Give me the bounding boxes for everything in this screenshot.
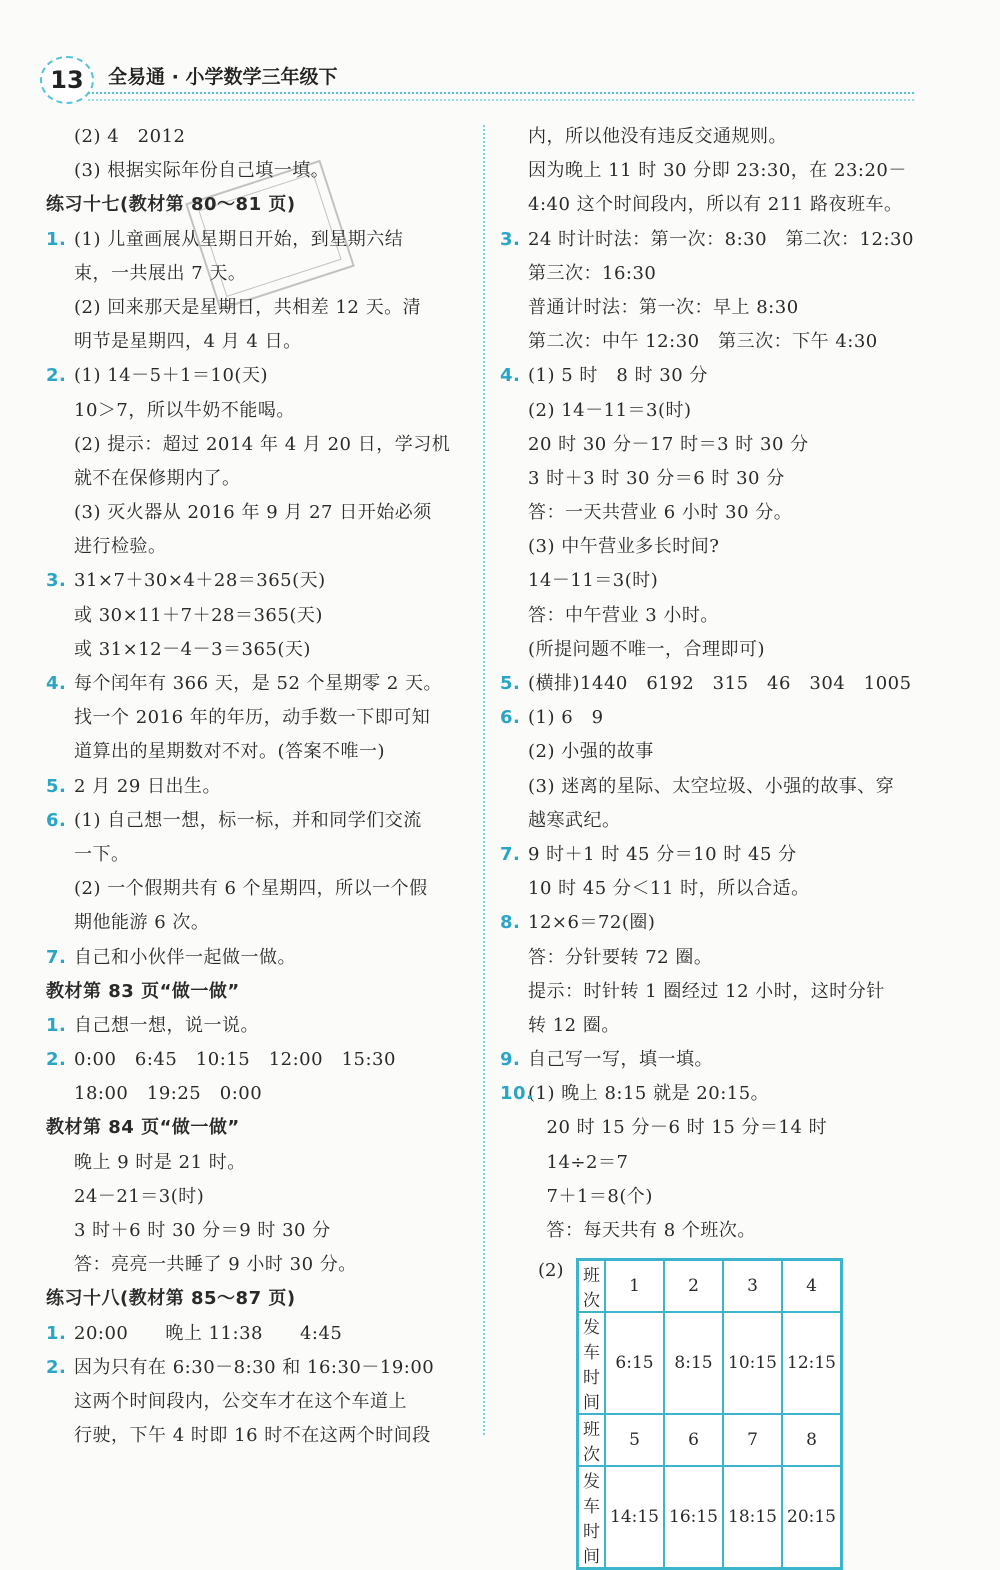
answer-line bbox=[500, 1214, 920, 1248]
answer-line bbox=[46, 667, 466, 701]
table-cell: 10:15 bbox=[723, 1312, 782, 1414]
line-text: 0:00 6:45 10:15 12:00 15:30 bbox=[74, 1049, 396, 1071]
question-number: 7. bbox=[500, 843, 521, 865]
line-text: 答：亮亮一共睡了 9 小时 30 分。 bbox=[74, 1254, 357, 1276]
question-number: 2. bbox=[46, 365, 67, 387]
answer-line bbox=[500, 838, 920, 872]
table-cell: 3 bbox=[723, 1260, 782, 1313]
line-text: 7＋1＝8(个) bbox=[528, 1185, 653, 1207]
question-number: 6. bbox=[500, 707, 521, 729]
answer-line bbox=[46, 1077, 466, 1111]
table-cell: 6 bbox=[664, 1414, 723, 1466]
answer-line bbox=[46, 223, 466, 257]
answer-line bbox=[46, 428, 466, 462]
answer-line bbox=[500, 325, 920, 359]
answer-line bbox=[500, 530, 920, 564]
question-number: 4. bbox=[46, 673, 67, 694]
question-number: 10. bbox=[500, 1083, 534, 1105]
line-text: 24 时计时法：第一次：8:30 第二次：12:30 bbox=[528, 228, 914, 250]
table-cell: 4 bbox=[782, 1260, 842, 1313]
answer-line bbox=[46, 838, 466, 872]
answer-line bbox=[500, 770, 920, 804]
answer-line bbox=[46, 633, 466, 667]
line-text: (所提问题不唯一，合理即可) bbox=[528, 638, 766, 660]
line-text: 因为晚上 11 时 30 分即 23:30，在 23:20－ bbox=[528, 160, 907, 182]
answer-line bbox=[500, 154, 920, 188]
answer-line bbox=[46, 1385, 466, 1419]
answer-line bbox=[46, 564, 466, 598]
answer-line bbox=[500, 564, 920, 598]
line-text: 找一个 2016 年的年历，动手数一下即可知 bbox=[74, 707, 431, 729]
line-text: (2) 4 2012 bbox=[74, 126, 186, 147]
line-text: 这两个时间段内，公交车才在这个车道上 bbox=[74, 1390, 407, 1412]
answer-line bbox=[500, 1146, 920, 1180]
answer-line bbox=[500, 496, 920, 530]
table-cell: 16:15 bbox=[664, 1466, 723, 1569]
line-text: (2) 小强的故事 bbox=[528, 741, 654, 763]
answer-line bbox=[500, 1077, 920, 1111]
answer-line bbox=[46, 257, 466, 291]
section-heading bbox=[46, 975, 466, 1009]
line-text: 24－21＝3(时) bbox=[74, 1185, 205, 1207]
question-number: 2. bbox=[46, 1356, 67, 1378]
answer-line bbox=[46, 154, 466, 188]
table-row bbox=[578, 1466, 842, 1569]
answer-line bbox=[500, 359, 920, 393]
answer-line bbox=[46, 735, 466, 769]
answer-line bbox=[500, 975, 920, 1009]
right-column bbox=[500, 120, 920, 1248]
question-number: 1. bbox=[46, 228, 67, 250]
answer-line bbox=[46, 1009, 466, 1043]
table-cell: 1 bbox=[605, 1260, 664, 1313]
header-divider-2 bbox=[88, 99, 914, 101]
line-text: 14－11＝3(时) bbox=[528, 570, 659, 592]
line-text: 10 时 45 分＜11 时，所以合适。 bbox=[528, 878, 810, 900]
answer-line bbox=[500, 872, 920, 906]
line-text: 转 12 圈。 bbox=[528, 1014, 620, 1036]
table-cell: 12:15 bbox=[782, 1312, 842, 1414]
answer-line bbox=[46, 941, 466, 975]
answer-line bbox=[46, 1248, 466, 1282]
answer-line bbox=[500, 735, 920, 769]
answer-line bbox=[46, 770, 466, 804]
line-text: (横排)1440 6192 315 46 304 1005 bbox=[528, 673, 912, 694]
answer-line bbox=[500, 633, 920, 667]
answer-line bbox=[500, 804, 920, 838]
section-heading bbox=[46, 1282, 466, 1316]
line-text: (1) 晚上 8:15 就是 20:15。 bbox=[528, 1083, 770, 1105]
line-text: (3) 根据实际年份自己填一填。 bbox=[74, 160, 330, 182]
answer-line bbox=[500, 941, 920, 975]
answer-line bbox=[46, 291, 466, 325]
line-text: 期他能游 6 次。 bbox=[74, 912, 210, 934]
line-text: 2 月 29 日出生。 bbox=[74, 775, 222, 797]
answer-line bbox=[500, 188, 920, 222]
line-text: 答：中午营业 3 小时。 bbox=[528, 604, 719, 626]
answer-line bbox=[46, 1180, 466, 1214]
question-number: 6. bbox=[46, 809, 67, 831]
table-cell: 8 bbox=[782, 1414, 842, 1466]
answer-line bbox=[500, 223, 920, 257]
answer-line bbox=[46, 1214, 466, 1248]
answer-line bbox=[500, 599, 920, 633]
table-row bbox=[578, 1312, 842, 1414]
line-text: 20 时 15 分－6 时 15 分＝14 时 bbox=[528, 1117, 828, 1139]
line-text: (2) 提示：超过 2014 年 4 月 20 日，学习机 bbox=[74, 433, 451, 455]
line-text: 或 31×12－4－3＝365(天) bbox=[74, 638, 311, 660]
answer-line bbox=[46, 325, 466, 359]
line-text: 4:40 这个时间段内，所以有 211 路夜班车。 bbox=[528, 194, 903, 216]
table-cell: 7 bbox=[723, 1414, 782, 1466]
answer-line bbox=[46, 804, 466, 838]
line-text: 一下。 bbox=[74, 843, 130, 865]
answer-line bbox=[500, 906, 920, 940]
line-text: 内，所以他没有违反交通规则。 bbox=[528, 126, 787, 147]
line-text: (3) 灭火器从 2016 年 9 月 27 日开始必须 bbox=[74, 502, 432, 524]
line-text: 行驶，下午 4 时即 16 时不在这两个时间段 bbox=[74, 1425, 431, 1447]
question-number: 3. bbox=[500, 228, 521, 250]
answer-line bbox=[500, 1180, 920, 1214]
answer-line bbox=[46, 359, 466, 393]
table-cell: 5 bbox=[605, 1414, 664, 1466]
schedule-label: (2) bbox=[538, 1260, 564, 1281]
answer-line bbox=[46, 701, 466, 735]
answer-line bbox=[500, 667, 920, 701]
row-header-cell: 班次 bbox=[578, 1260, 606, 1313]
line-text: (1) 5 时 8 时 30 分 bbox=[528, 365, 708, 387]
question-number: 5. bbox=[46, 775, 67, 797]
answer-line bbox=[46, 1351, 466, 1385]
line-text: (2) 一个假期共有 6 个星期四，所以一个假 bbox=[74, 878, 428, 900]
line-text: 道算出的星期数对不对。(答案不唯一) bbox=[74, 741, 386, 763]
answer-line bbox=[500, 428, 920, 462]
line-text: 自己写一写，填一填。 bbox=[528, 1049, 713, 1071]
line-text: 20:00 晚上 11:38 4:45 bbox=[74, 1322, 343, 1344]
answer-line bbox=[46, 120, 466, 154]
table-row bbox=[578, 1414, 842, 1466]
line-text: 9 时＋1 时 45 分＝10 时 45 分 bbox=[528, 843, 797, 865]
question-number: 7. bbox=[46, 946, 67, 968]
answer-line bbox=[500, 394, 920, 428]
line-text: 答：每天共有 8 个班次。 bbox=[528, 1220, 756, 1241]
line-text: 明节是星期四，4 月 4 日。 bbox=[74, 331, 302, 353]
line-text: 提示：时针转 1 圈经过 12 小时，这时分针 bbox=[528, 980, 885, 1002]
answer-line bbox=[46, 1146, 466, 1180]
table-cell: 8:15 bbox=[664, 1312, 723, 1414]
line-text: 或 30×11＋7＋28＝365(天) bbox=[74, 604, 323, 626]
answer-line bbox=[500, 1043, 920, 1077]
answer-line bbox=[46, 1043, 466, 1077]
line-text: (2) 14－11＝3(时) bbox=[528, 399, 692, 421]
line-text: 普通计时法：第一次：早上 8:30 bbox=[528, 296, 799, 318]
question-number: 5. bbox=[500, 673, 521, 694]
line-text: (2) 回来那天是星期日，共相差 12 天。清 bbox=[74, 296, 422, 318]
line-text: 练习十八(教材第 85～87 页) bbox=[46, 1288, 296, 1310]
answer-line bbox=[46, 462, 466, 496]
table-cell: 6:15 bbox=[605, 1312, 664, 1414]
question-number: 9. bbox=[500, 1049, 521, 1071]
line-text: 进行检验。 bbox=[74, 536, 167, 558]
line-text: 束，一共展出 7 天。 bbox=[74, 262, 247, 284]
answer-line bbox=[46, 394, 466, 428]
line-text: 教材第 84 页“做一做” bbox=[46, 1117, 240, 1139]
answer-line bbox=[46, 599, 466, 633]
line-text: 教材第 83 页“做一做” bbox=[46, 980, 240, 1002]
line-text: 晚上 9 时是 21 时。 bbox=[74, 1151, 246, 1173]
table-cell: 2 bbox=[664, 1260, 723, 1313]
answer-line bbox=[500, 257, 920, 291]
table-cell: 20:15 bbox=[782, 1466, 842, 1569]
line-text: 练习十七(教材第 80～81 页) bbox=[46, 194, 296, 216]
book-title: 全易通 · 小学数学三年级下 bbox=[108, 66, 338, 88]
line-text: 答：分针要转 72 圈。 bbox=[528, 946, 713, 968]
row-header-cell: 发车时间 bbox=[578, 1312, 606, 1414]
line-text: 越寒武纪。 bbox=[528, 809, 621, 831]
table-cell: 18:15 bbox=[723, 1466, 782, 1569]
line-text: (1) 儿童画展从星期日开始，到星期六结 bbox=[74, 228, 404, 250]
answer-line bbox=[46, 496, 466, 530]
answer-line bbox=[46, 1317, 466, 1351]
answer-line bbox=[500, 701, 920, 735]
header-divider bbox=[88, 92, 914, 94]
answer-line bbox=[500, 462, 920, 496]
row-header-cell: 发车时间 bbox=[578, 1466, 606, 1569]
page-number: 13 bbox=[40, 56, 94, 104]
answer-line bbox=[500, 1111, 920, 1145]
answer-line bbox=[500, 120, 920, 154]
line-text: 自己想一想，说一说。 bbox=[74, 1014, 259, 1036]
left-column bbox=[46, 120, 466, 1453]
column-divider bbox=[483, 125, 485, 1435]
line-text: (3) 中午营业多长时间? bbox=[528, 536, 720, 558]
line-text: 14÷2＝7 bbox=[528, 1151, 629, 1173]
line-text: (1) 14－5＋1＝10(天) bbox=[74, 365, 268, 387]
line-text: (1) 6 9 bbox=[528, 707, 604, 729]
line-text: 12×6＝72(圈) bbox=[528, 912, 656, 934]
answer-line bbox=[46, 530, 466, 564]
answer-line bbox=[46, 906, 466, 940]
question-number: 4. bbox=[500, 365, 521, 387]
page-header bbox=[0, 0, 1000, 110]
table-row bbox=[578, 1260, 842, 1313]
line-text: 每个闰年有 366 天，是 52 个星期零 2 天。 bbox=[74, 673, 443, 694]
section-heading bbox=[46, 188, 466, 222]
answer-line bbox=[500, 1009, 920, 1043]
line-text: 自己和小伙伴一起做一做。 bbox=[74, 946, 296, 968]
line-text: (3) 迷离的星际、太空垃圾、小强的故事、穿 bbox=[528, 775, 895, 797]
answer-line bbox=[46, 1419, 466, 1453]
question-number: 8. bbox=[500, 912, 521, 934]
line-text: 31×7＋30×4＋28＝365(天) bbox=[74, 570, 326, 592]
line-text: 10＞7，所以牛奶不能喝。 bbox=[74, 399, 295, 421]
line-text: (1) 自己想一想，标一标，并和同学们交流 bbox=[74, 809, 422, 831]
line-text: 3 时＋3 时 30 分＝6 时 30 分 bbox=[528, 467, 785, 489]
line-text: 第三次：16:30 bbox=[528, 262, 657, 284]
question-number: 1. bbox=[46, 1014, 67, 1036]
line-text: 20 时 30 分－17 时＝3 时 30 分 bbox=[528, 433, 809, 455]
line-text: 就不在保修期内了。 bbox=[74, 467, 241, 489]
table-cell: 14:15 bbox=[605, 1466, 664, 1569]
question-number: 2. bbox=[46, 1049, 67, 1071]
line-text: 第二次：中午 12:30 第三次：下午 4:30 bbox=[528, 331, 878, 353]
line-text: 答：一天共营业 6 小时 30 分。 bbox=[528, 502, 793, 524]
row-header-cell: 班次 bbox=[578, 1414, 606, 1466]
line-text: 因为只有在 6:30－8:30 和 16:30－19:00 bbox=[74, 1356, 435, 1378]
question-number: 3. bbox=[46, 570, 67, 592]
section-heading bbox=[46, 1111, 466, 1145]
line-text: 3 时＋6 时 30 分＝9 时 30 分 bbox=[74, 1220, 331, 1241]
question-number: 1. bbox=[46, 1322, 67, 1344]
answer-line bbox=[500, 291, 920, 325]
line-text: 18:00 19:25 0:00 bbox=[74, 1083, 263, 1105]
schedule-table bbox=[576, 1258, 843, 1570]
answer-line bbox=[46, 872, 466, 906]
